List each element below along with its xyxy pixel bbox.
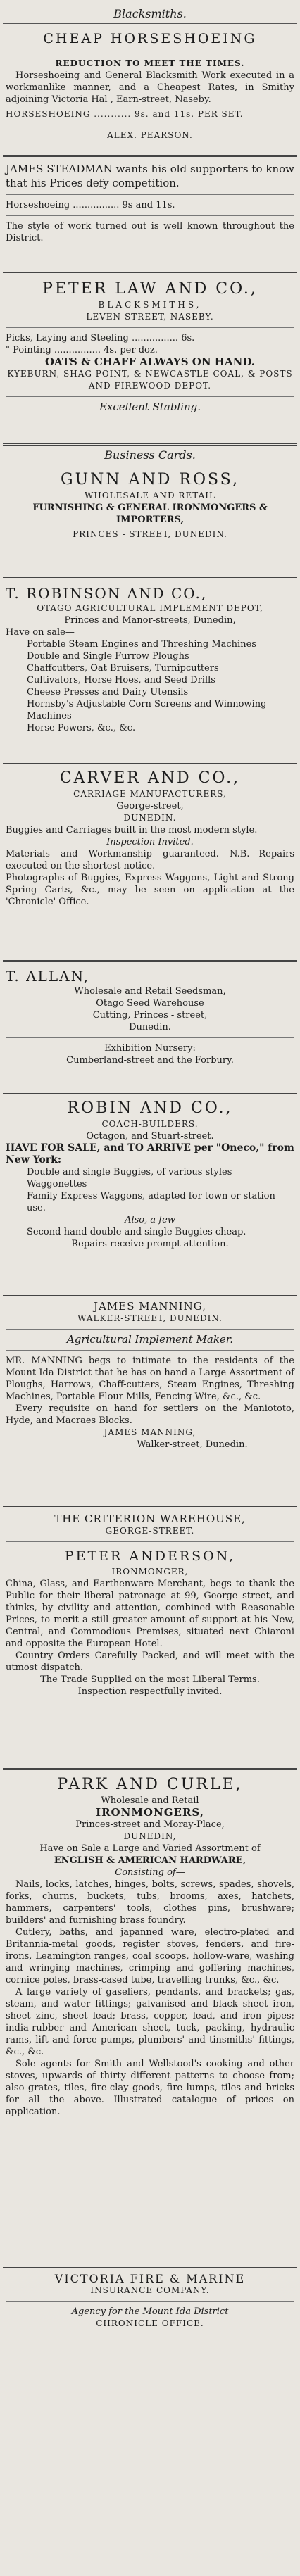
ad-address: Cumberland-street and the Forbury. [66, 1055, 234, 1066]
list-item: Horse Powers, &c., &c. [27, 723, 136, 733]
ad-price-line: HORSESHOEING ........... 9s. and 11s. PER SET. [6, 109, 244, 119]
ad-body: Otago Seed Warehouse [96, 998, 204, 1009]
section-header-blacksmiths: Blacksmiths. [113, 7, 187, 20]
list-item: Portable Steam Engines and Threshing Machines [27, 639, 256, 650]
ad-subtitle: COACH-BUILDERS. [101, 1119, 199, 1129]
ad-price-line: " Pointing ................ 4s. per doz. [6, 345, 158, 355]
divider [6, 1350, 294, 1351]
ad-body: China, Glass, and Earthenware Merchant, begs to thank the Public for their liberal patronage at 99, George street, and thinks, by civility and attention, combined with Reasonable Prices, to merit a still greater amount of support at his New, Central, and Commodious Premises, situated next Chiaroni and opposite the European Hotel. [6, 1579, 294, 1649]
ad-t-allan [3, 960, 297, 1092]
ad-city: Dunedin. [129, 1022, 171, 1033]
ad-signature: ALEX. PEARSON. [107, 130, 193, 140]
ad-title: PETER ANDERSON, [64, 1548, 236, 1564]
list-item: Double and Single Furrow Ploughs [27, 651, 189, 662]
ad-price-line: Picks, Laying and Steeling ................ 6s. [6, 333, 195, 343]
divider [6, 1329, 294, 1330]
ad-body: MR. MANNING begs to intimate to the residents of the Mount Ida District that he has on hand a Large Assortment of Ploughs, Harrows, Chaff-cutters, Steam Engines, Threshing Machines, Portable Flour Mills, Fencing Wire, &c., &c. [6, 1356, 294, 1402]
ad-intro: Have on sale— [6, 627, 75, 638]
ad-city: DUNEDIN. [123, 813, 177, 823]
list-item: Family Express Waggons, adapted for town or station use. [27, 1191, 275, 1213]
ad-subtitle: WHOLESALE AND RETAIL [85, 491, 215, 500]
ad-intro: Have on Sale a Large and Varied Assortment of [39, 1843, 261, 1854]
list-item: Hornsby's Adjustable Corn Screens and Winnowing Machines [27, 699, 267, 721]
list-item: Second-hand double and single Buggies cheap. [27, 1227, 246, 1237]
divider [6, 1037, 294, 1038]
ad-t-robinson [3, 577, 297, 762]
ad-header-sub: GEORGE-STREET. [105, 1526, 195, 1536]
ad-subtitle: Wholesale and Retail [101, 1795, 199, 1806]
ad-subtitle: INSURANCE COMPANY. [90, 2285, 210, 2295]
ad-body: Nails, locks, latches, hinges, bolts, screws, spades, shovels, forks, churns, buckets, tubs, brooms, axes, hatchets, hammers, carpenters' tools, clothes pins, brushware; builders' and furnishing brass foundry. [6, 1879, 294, 1926]
ad-cheap-horseshoeing [3, 23, 297, 155]
ad-body: Exhibition Nursery: [104, 1043, 196, 1054]
list-item: Double and single Buggies, of various styles [27, 1167, 232, 1177]
ad-address: PRINCES - STREET, DUNEDIN. [73, 529, 227, 539]
ad-james-manning [3, 1294, 297, 1506]
ad-address: Princes-street and Moray-Place, [75, 1819, 225, 1830]
ad-park-curle [3, 1768, 297, 2266]
ad-body: Sole agents for Smith and Wellstood's cooking and other stoves, upwards of thirty different patterns to choose from; also grates, tiles, fire-clay goods, fire lumps, tiles and bricks for all the above. Illustrated catalogue of prices on application. [6, 2059, 294, 2117]
ad-footer: Excellent Stabling. [99, 400, 201, 413]
ad-highlight: OATS & CHAFF ALWAYS ON HAND. [44, 355, 256, 368]
ad-james-steadman [3, 155, 297, 272]
ad-note: Inspection Invited. [106, 837, 194, 847]
ad-intro: Consisting of— [115, 1867, 185, 1878]
ad-highlight: HAVE FOR SALE, and TO ARRIVE per "Oneco," from New York: [6, 1142, 294, 1166]
ad-address: George-street, [116, 801, 184, 812]
ad-body: Every requisite on hand for settlers on the Maniototo, Hyde, and Macraes Blocks. [6, 1403, 294, 1426]
ad-title: PARK AND CURLE, [57, 1776, 243, 1793]
ad-body: Agency for the Mount Ida District [71, 2306, 229, 2317]
divider [6, 2301, 294, 2302]
ad-address: Princes and Manor-streets, Dunedin, [64, 615, 236, 626]
ad-body: KYEBURN, SHAG POINT, & NEWCASTLE COAL, & POSTS AND FIREWOOD DEPOT. [7, 369, 293, 391]
ad-footer: Inspection respectfully invited. [77, 1686, 223, 1697]
list-item: Cheese Presses and Dairy Utensils [27, 687, 189, 697]
ad-body: JAMES STEADMAN wants his old supporters to know that his Prices defy competition. [6, 163, 294, 189]
ad-body: A large variety of gaseliers, pendants, and brackets; gas, steam, and water fittings; galvanised and black sheet iron, sheet zinc, sheet lead; brass, copper, lead, and iron pipes; india-rubber and American sheet, tuck, packing, hydraulic rams, lift and force pumps, plumbers' and tinsmiths' fittings, &c., &c. [6, 1987, 294, 2057]
divider [6, 327, 294, 328]
ad-gunn-ross [3, 465, 297, 577]
ad-note: Also, a few [125, 1215, 175, 1225]
ad-subtitle: OTAGO AGRICULTURAL IMPLEMENT DEPOT, [37, 603, 263, 613]
ad-subtitle: Wholesale and Retail Seedsman, [74, 986, 226, 997]
ad-subtitle: IRONMONGERS, [96, 1806, 204, 1819]
ad-title: CHEAP HORSESHOEING [43, 31, 257, 46]
ad-footer: Repairs receive prompt attention. [71, 1239, 229, 1249]
ad-victoria-fire [3, 2266, 297, 2335]
divider [6, 215, 294, 216]
ad-subtitle: CARRIAGE MANUFACTURERS, [73, 789, 227, 799]
ad-address: Cutting, Princes - street, [92, 1010, 208, 1021]
ad-subtitle: BLACKSMITHS, [98, 300, 202, 310]
ad-signature: JAMES MANNING, [104, 1427, 196, 1437]
ad-title: CARVER AND CO., [59, 769, 241, 787]
ad-address: WALKER-STREET, DUNEDIN. [77, 1313, 223, 1323]
advertisement-column [3, 3, 297, 2573]
ad-title: PETER LAW AND CO., [42, 280, 258, 298]
ad-address: LEVEN-STREET, NASEBY. [86, 312, 214, 322]
ad-subtitle: Agricultural Implement Maker. [66, 1333, 234, 1346]
ad-body: Horseshoeing and General Blacksmith Work executed in a workmanlike manner, and a Cheapest Rates, in Smithy adjoining Victoria Hal , Earn-street, Naseby. [6, 70, 294, 105]
ad-title: T. ROBINSON AND CO., [6, 585, 208, 602]
ad-footer: The style of work turned out is well known throughout the District. [6, 221, 294, 244]
ad-address: Octagon, and Stuart-street. [86, 1131, 214, 1142]
ad-carver [3, 762, 297, 960]
ad-robin [3, 1092, 297, 1294]
section-header-business-cards: Business Cards. [3, 443, 297, 462]
ad-peter-law [3, 272, 297, 439]
ad-subtitle: REDUCTION TO MEET THE TIMES. [55, 58, 245, 68]
ad-subtitle: IRONMONGER, [111, 1567, 189, 1577]
ad-body: Buggies and Carriages built in the most modern style. [6, 825, 258, 835]
ad-title: JAMES MANNING, [94, 1300, 206, 1313]
divider [6, 396, 294, 397]
ad-address: Walker-street, Dunedin. [137, 1439, 248, 1450]
ad-title: ROBIN AND CO., [67, 1099, 233, 1117]
ad-title: VICTORIA FIRE & MARINE [54, 2272, 246, 2285]
ad-criterion-warehouse [3, 1506, 297, 1768]
ad-footer: CHRONICLE OFFICE. [96, 2318, 204, 2328]
divider [6, 194, 294, 195]
ad-body: Photographs of Buggies, Express Waggons, Light and Strong Spring Carts, &c., may be seen on application at the 'Chronicle' Office. [6, 873, 294, 907]
list-item: Waggonettes [27, 1179, 87, 1189]
list-item: Chaffcutters, Oat Bruisers, Turnipcutters [27, 663, 219, 674]
ad-header: THE CRITERION WAREHOUSE, [54, 1513, 246, 1525]
ad-body: Country Orders Carefully Packed, and will meet with the utmost dispatch. [6, 1650, 294, 1673]
ad-body: Materials and Workmanship guaranteed. N.B.—Repairs executed on the shortest notice. [6, 849, 294, 871]
ad-body: FURNISHING & GENERAL IRONMONGERS & IMPORTERS, [32, 503, 268, 525]
ad-title: T. ALLAN, [6, 968, 90, 985]
divider [6, 1541, 294, 1542]
list-item: Cultivators, Horse Hoes, and Seed Drills [27, 675, 215, 686]
ad-body: Cutlery, baths, and japanned ware, electro-plated and Britannia-metal goods, register stoves, fenders, and fire-irons, Leamington ranges, coal scoops, hollow-ware, washing and wringing machines, crimping and goffering machines, cornice poles, brass-cased tube, travelling trunks, &c., &c. [6, 1927, 294, 1985]
ad-title: GUNN AND ROSS, [61, 471, 239, 488]
ad-price-line: Horseshoeing ................ 9s and 11s. [6, 200, 175, 210]
ad-body: The Trade Supplied on the most Liberal Terms. [40, 1674, 260, 1685]
ad-highlight: ENGLISH & AMERICAN HARDWARE, [54, 1855, 246, 1866]
ad-city: DUNEDIN, [123, 1831, 177, 1841]
